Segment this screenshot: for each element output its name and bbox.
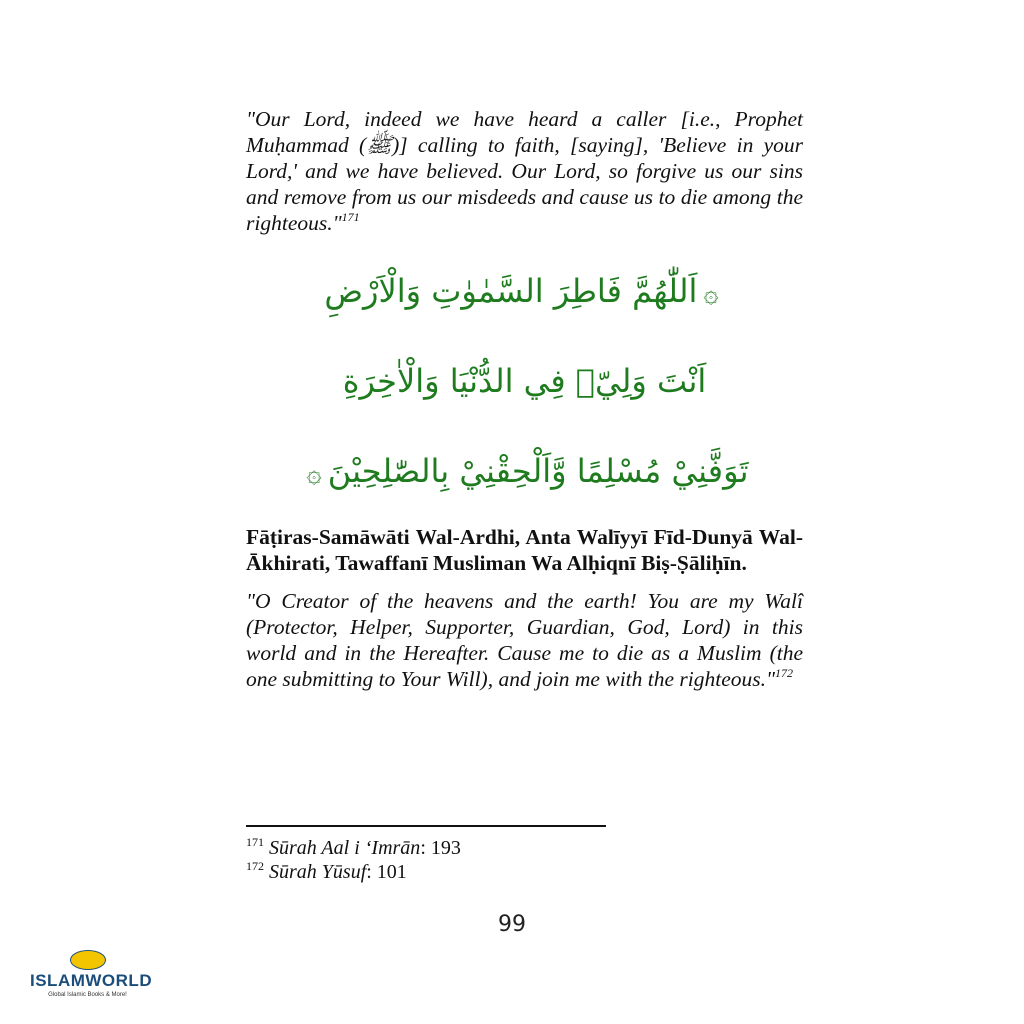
footnote-ref: 171 [341,210,360,224]
arabic-line-2 [246,336,803,426]
footnote-ref: 172 [775,666,794,680]
arabic-text: اَنْتَ وَلِيّٖ فِي الدُّنْيَا وَالْاٰخِرَةِ [342,362,707,400]
arabic-text: اَللّٰهُمَّ فَاطِرَ السَّمٰوٰتِ وَالْاَرْضِ [324,272,698,310]
transliteration: Fāṭiras-Samāwāti Wal-Ardhi, Anta Walīyyī Fīd-Dunyā Wal-Ākhirati, Tawaffanī Musliman Wa Alḥiqnī Biṣ-Ṣāliḥīn. [246,525,803,575]
arabic-line-1 [246,246,803,336]
page-number: 99 [498,912,526,937]
footnote-source: Sūrah Aal i ʻImrān [269,837,421,859]
logo-tagline: Global Islamic Books & More! [48,992,127,998]
verse-translation-2 [246,588,803,692]
islamworld-logo [30,950,153,999]
footnotes [246,836,803,884]
ornament-icon: ۞ [306,459,322,489]
verse-text: "Our Lord, indeed we have heard a caller [i.e., Prophet Muḥammad (ﷺ)] calling to faith, [saying], 'Believe in your Lord,' and we have believed. Our Lord, so forgive us our sins and remove from us our misdeeds and cause us to die among the righteous." [246,107,804,235]
footnote-172 [246,860,803,884]
logo-emblem-icon [70,950,106,970]
footnote-source: Sūrah Yūsuf [269,861,367,883]
arabic-line-3 [246,426,803,516]
verse-text: "O Creator of the heavens and the earth! You are my Walî (Protector, Helper, Supporter, Guardian, God, Lord) in this world and in the Hereafter. Cause me to die as a Muslim (the one submitting to Your Will), and join me with the righteous." [246,589,803,691]
arabic-text: تَوَفَّنِيْ مُسْلِمًا وَّاَلْحِقْنِيْ بِالصّٰلِحِيْنَ [327,452,749,490]
logo-name: ISLAMWORLD [30,971,153,990]
verse-translation-1 [246,106,803,236]
footnote-171 [246,836,803,860]
footnote-number: 171 [246,835,264,849]
ornament-icon: ۞ [703,279,719,309]
page-content [246,106,803,692]
footnote-ref-text: : 101 [366,861,407,883]
footnote-number: 172 [246,859,264,873]
footnote-divider [246,825,606,827]
footnote-ref-text: : 193 [420,837,461,859]
